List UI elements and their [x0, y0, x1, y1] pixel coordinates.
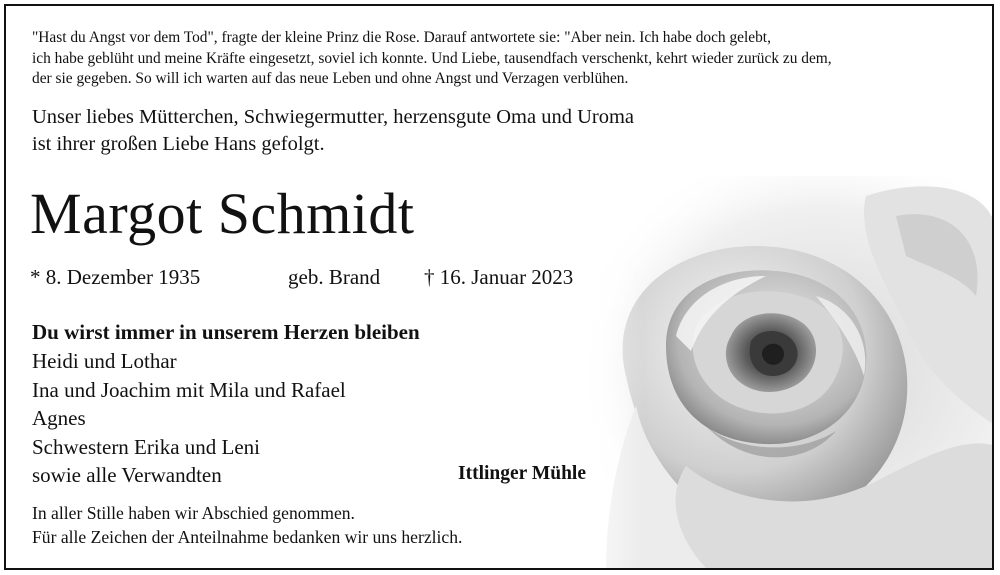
death-date: † 16. Januar 2023 [424, 265, 574, 289]
quote-line: ich habe geblüht und meine Kräfte eingesetzt, soviel ich konnte. Und Liebe, tausendfach verschenkt, kehrt wieder zurück zu dem, [32, 49, 832, 67]
mourner-name: sowie alle Verwandten [32, 463, 222, 487]
birth-date: * 8. Dezember 1935 [30, 265, 201, 289]
mourner-name: Schwestern Erika und Leni [32, 434, 261, 459]
intro-line: ist ihrer großen Liebe Hans gefolgt. [32, 133, 325, 155]
quote-line: "Hast du Angst vor dem Tod", fragte der kleine Prinz die Rose. Darauf antwortete sie: "Aber nein. Ich habe doch gelebt, [32, 29, 771, 46]
mourners-list [32, 347, 346, 490]
mourner-name: Heidi und Lothar [32, 349, 177, 373]
maiden-name: geb. Brand [288, 265, 381, 289]
closing-line: In aller Stille haben wir Abschied genommen. [32, 503, 355, 523]
mourners-heading: Du wirst immer in unserem Herzen bleiben [32, 320, 420, 344]
deceased-name: Margot Schmidt [30, 181, 415, 246]
intro-text [32, 104, 634, 158]
closing-line: Für alle Zeichen der Anteilnahme bedanken wir uns herzlich. [32, 527, 463, 547]
quote-line: der sie gegeben. So will ich warten auf das neue Leben und ohne Angst und Verzagen verblühen. [32, 70, 629, 87]
little-prince-quote [32, 28, 987, 90]
place-name: Ittlinger Mühle [458, 463, 587, 484]
closing-text [32, 501, 462, 549]
white-rose-image [566, 176, 994, 568]
mourner-name: Ina und Joachim mit Mila und Rafael [32, 377, 346, 402]
intro-line: Unser liebes Mütterchen, Schwiegermutter, herzensgute Oma und Uroma [32, 106, 635, 128]
mourner-name: Agnes [32, 406, 86, 430]
obituary-frame [4, 4, 994, 570]
